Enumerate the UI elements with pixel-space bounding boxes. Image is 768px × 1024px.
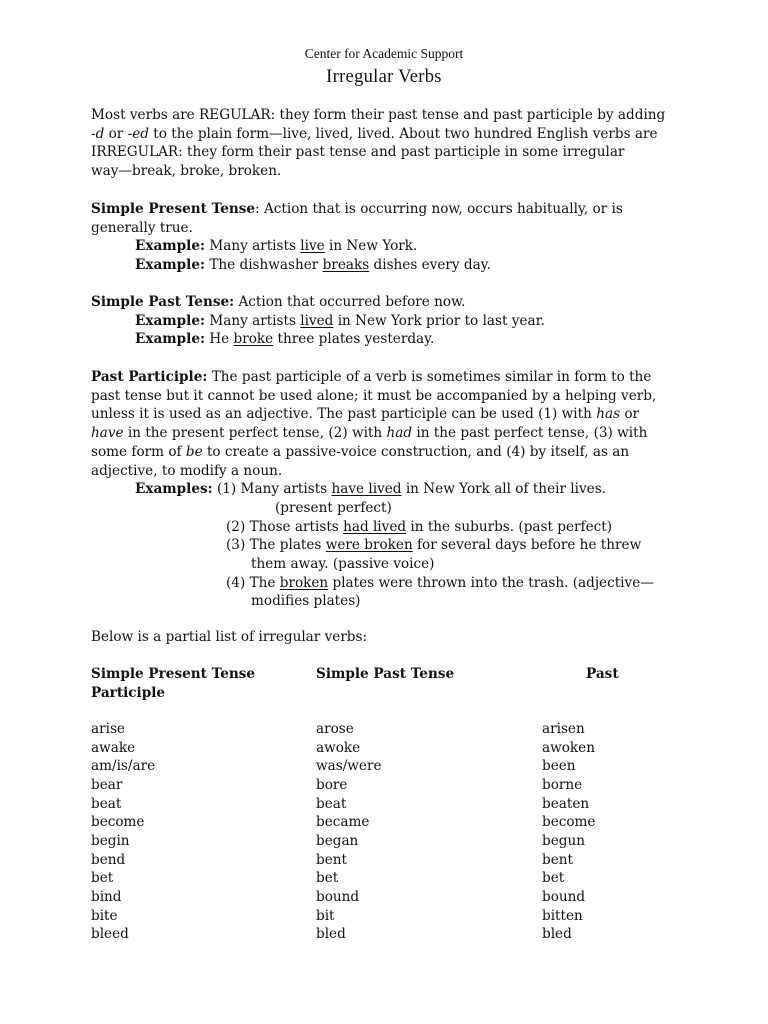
present-form: beat bbox=[91, 795, 122, 812]
col-header-past: Simple Past Tense bbox=[316, 666, 455, 682]
past-form: was/were bbox=[316, 758, 382, 775]
past-form: beat bbox=[316, 795, 347, 812]
participle-example-2: (2) Those artists had lived in the suburbs. (past perfect) bbox=[226, 518, 612, 535]
present-example-1: Example: Many artists live in New York. bbox=[135, 238, 418, 255]
present-form: bend bbox=[91, 851, 126, 868]
present-definition: Simple Present Tense: Action that is occurring now, occurs habitually, or is bbox=[91, 201, 623, 217]
list-intro: Below is a partial list of irregular verbs: bbox=[91, 629, 368, 645]
participle-form: bet bbox=[542, 870, 565, 887]
past-form: bent bbox=[316, 851, 347, 868]
past-form: bit bbox=[316, 907, 335, 924]
table-row bbox=[0, 758, 768, 777]
intro-line-1: Most verbs are REGULAR: they form their past tense and past participle by adding bbox=[91, 107, 666, 123]
participle-form: become bbox=[542, 814, 596, 831]
present-form: arise bbox=[91, 721, 125, 737]
table-row bbox=[0, 833, 768, 852]
past-form: arose bbox=[316, 721, 354, 737]
participle-form: bent bbox=[542, 851, 573, 868]
present-heading: Simple Present Tense bbox=[91, 201, 256, 217]
past-form: bet bbox=[316, 870, 339, 887]
past-section bbox=[91, 293, 545, 349]
past-heading: Simple Past Tense: bbox=[91, 294, 235, 310]
past-form: bound bbox=[316, 888, 360, 905]
present-form: begin bbox=[91, 832, 130, 849]
present-section: Simple Present Tense: Action that is occurring now, occurs habitually, or is generally true. Example: Many artists live in New York. Example: The dishwasher breaks dishes every day. bbox=[91, 201, 623, 274]
participle-form: bound bbox=[542, 888, 586, 905]
participle-form: bled bbox=[542, 926, 572, 943]
past-form: became bbox=[316, 814, 370, 831]
present-form: become bbox=[91, 814, 145, 831]
past-form: awoke bbox=[316, 739, 361, 756]
past-form: began bbox=[316, 832, 359, 849]
present-form: awake bbox=[91, 739, 136, 756]
table-row bbox=[0, 740, 768, 759]
intro-line-2: -d or -ed to the plain form—live, lived, lived. About two hundred English verbs are bbox=[91, 125, 658, 142]
header-org: Center for Academic Support bbox=[304, 46, 464, 61]
past-example-1: Example: Many artists lived in New York prior to last year. bbox=[135, 312, 545, 329]
intro-paragraph bbox=[91, 106, 665, 181]
present-form: bear bbox=[91, 776, 123, 793]
present-form: bind bbox=[91, 888, 122, 905]
past-form: bore bbox=[316, 776, 348, 793]
past-form: bled bbox=[316, 926, 346, 943]
table-row bbox=[0, 870, 768, 889]
table-row bbox=[0, 777, 768, 796]
participle-form: arisen bbox=[542, 721, 585, 737]
participle-example-3: (3) The plates were broken for several days before he threw bbox=[226, 537, 642, 554]
present-form: bet bbox=[91, 870, 114, 887]
table-row bbox=[0, 814, 768, 833]
participle-form: borne bbox=[542, 776, 583, 793]
present-form: bleed bbox=[91, 926, 129, 943]
table-row bbox=[0, 796, 768, 815]
participle-example-1: Examples: (1) Many artists have lived in New York all of their lives. bbox=[135, 481, 606, 498]
participle-section: Past Participle: The past participle of a verb is sometimes similar in form to the past tense but it cannot be used alone; it must be accompanied by a helping verb, unless it is used as an adjective. The past participle can be used (1) with has or have in the present perfect tense, (2) with had in the past perfect tense, (3) with some form of be to create a passive-voice construction, and (4) by itself, as an adjective, to modify a noun. Examples: (1) Many artists have lived in New York all of their lives. (present perfect) (2) Those artists had lived in the suburbs. (past perfect) (3) The plates were broken for several days before he threw them away. (passive voice) (4) The broken plates were thrown into the trash. (adjective— modifies plates) bbox=[91, 369, 657, 610]
present-form: bite bbox=[91, 907, 118, 924]
col-header-present: Simple Present Tense bbox=[91, 666, 256, 682]
page-title: Irregular Verbs bbox=[326, 67, 442, 87]
table-row bbox=[0, 721, 768, 740]
participle-form: been bbox=[542, 758, 576, 775]
past-example-2: Example: He broke three plates yesterday. bbox=[135, 331, 435, 348]
intro-line-3: IRREGULAR: they form their past tense and past participle in some irregular bbox=[91, 144, 625, 161]
participle-form: bitten bbox=[542, 907, 583, 924]
table-row bbox=[0, 889, 768, 908]
past-definition: Simple Past Tense: Action that occurred before now. bbox=[91, 294, 466, 310]
intro-line-4: way—break, broke, broken. bbox=[91, 163, 282, 180]
col-header-participle: Past bbox=[586, 666, 619, 682]
col-header-participle-cont: Participle bbox=[91, 685, 166, 701]
participle-form: beaten bbox=[542, 795, 590, 812]
table-row bbox=[0, 908, 768, 927]
present-example-2: Example: The dishwasher breaks dishes every day. bbox=[135, 257, 491, 274]
table-row bbox=[0, 852, 768, 871]
participle-form: awoken bbox=[542, 739, 595, 756]
participle-form: begun bbox=[542, 832, 585, 849]
participle-example-4: (4) The broken plates were thrown into the trash. (adjective— bbox=[226, 574, 654, 591]
table-row bbox=[0, 926, 768, 945]
present-form: am/is/are bbox=[91, 758, 156, 775]
participle-heading: Past Participle: bbox=[91, 369, 208, 385]
participle-line-1: Past Participle: The past participle of a verb is sometimes similar in form to the bbox=[91, 369, 652, 385]
